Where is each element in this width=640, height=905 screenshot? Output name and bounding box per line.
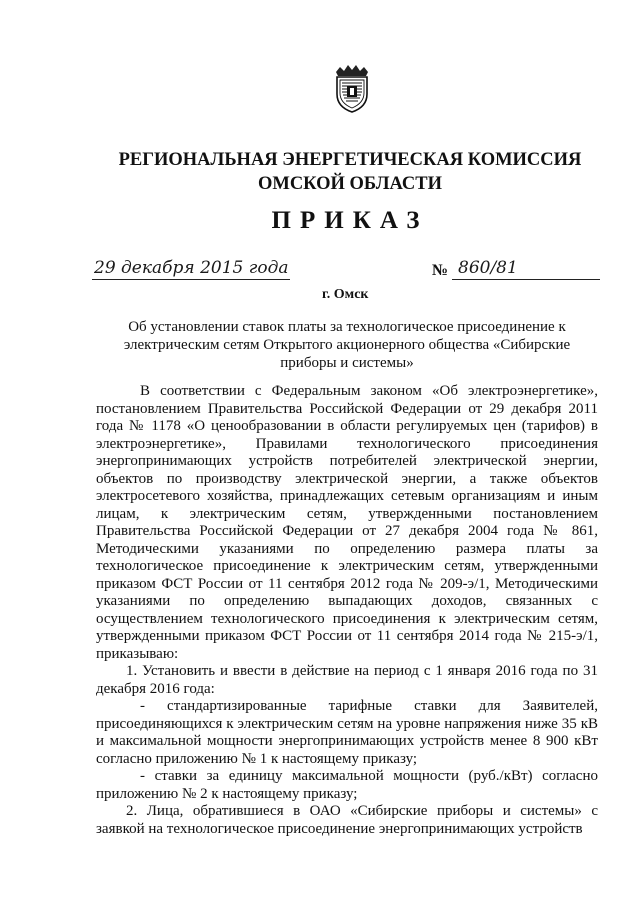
document-type-title: ПРИКАЗ bbox=[271, 207, 429, 234]
omsk-region-coat-of-arms-icon bbox=[328, 62, 376, 114]
organization-name-line-1: РЕГИОНАЛЬНАЯ ЭНЕРГЕТИЧЕСКАЯ КОМИССИЯ bbox=[118, 150, 582, 170]
clause-1-bullet-1: - стандартизированные тарифные ставки для Заявителей, присоединяющихся к электрическим сетям на уровне напряжения ниже 35 кВ и максимальной мощности энергопринимающих устройств менее 8 900 кВт согласно приложению № 1 к настоящему приказу; bbox=[96, 698, 598, 767]
handwritten-date: 29 декабря 2015 года bbox=[94, 258, 289, 278]
preamble-paragraph: В соответствии с Федеральным законом «Об электроэнергетике», постановлением Правительства Российской Федерации от 29 декабря 2011 года № 1178 «О ценообразовании в области регулируемых цен (тарифов) в электроэнергетике», Правилами технологического присоединения энергопринимающих устройств потребителей электрической энергии, объектов по производству электрической энергии, а также объектов электросетевого хозяйства, принадлежащих сетевым организациям и иным лицам, к электрическим сетям, утвержденными постановлением Правительства Российской Федерации от 27 декабря 2004 года № 861, Методическими указаниями по определению размера платы за технологическое присоединение к электрическим сетям, утвержденными приказом ФСТ России от 11 сентября 2012 года № 209-э/1, Методическими указаниями по определению выпадающих доходов, связанных с осуществлением технологического присоединения к электрическим сетям, утвержденными приказом ФСТ России от 11 сентября 2014 года № 215-э/1, приказываю: bbox=[96, 383, 598, 662]
clause-2-paragraph: 2. Лица, обратившиеся в ОАО «Сибирские приборы и системы» с заявкой на технологическое присоединение энергопринимающих устройств bbox=[96, 803, 598, 837]
clause-1-paragraph: 1. Установить и ввести в действие на период с 1 января 2016 года по 31 декабря 2016 года: bbox=[96, 663, 598, 697]
order-body bbox=[96, 383, 598, 838]
clause-1-bullet-2: - ставки за единицу максимальной мощности (руб./кВт) согласно приложению № 2 к настоящему приказу; bbox=[96, 768, 598, 802]
order-subject: Об установлении ставок платы за технологическое присоединение к электрическим сетям Открытого акционерного общества «Сибирские приборы и системы» bbox=[123, 319, 571, 371]
city-label: г. Омск bbox=[322, 287, 369, 302]
number-sign: № bbox=[432, 262, 449, 279]
organization-name-line-2: ОМСКОЙ ОБЛАСТИ bbox=[257, 174, 443, 194]
handwritten-order-number: 860/81 bbox=[452, 258, 600, 280]
